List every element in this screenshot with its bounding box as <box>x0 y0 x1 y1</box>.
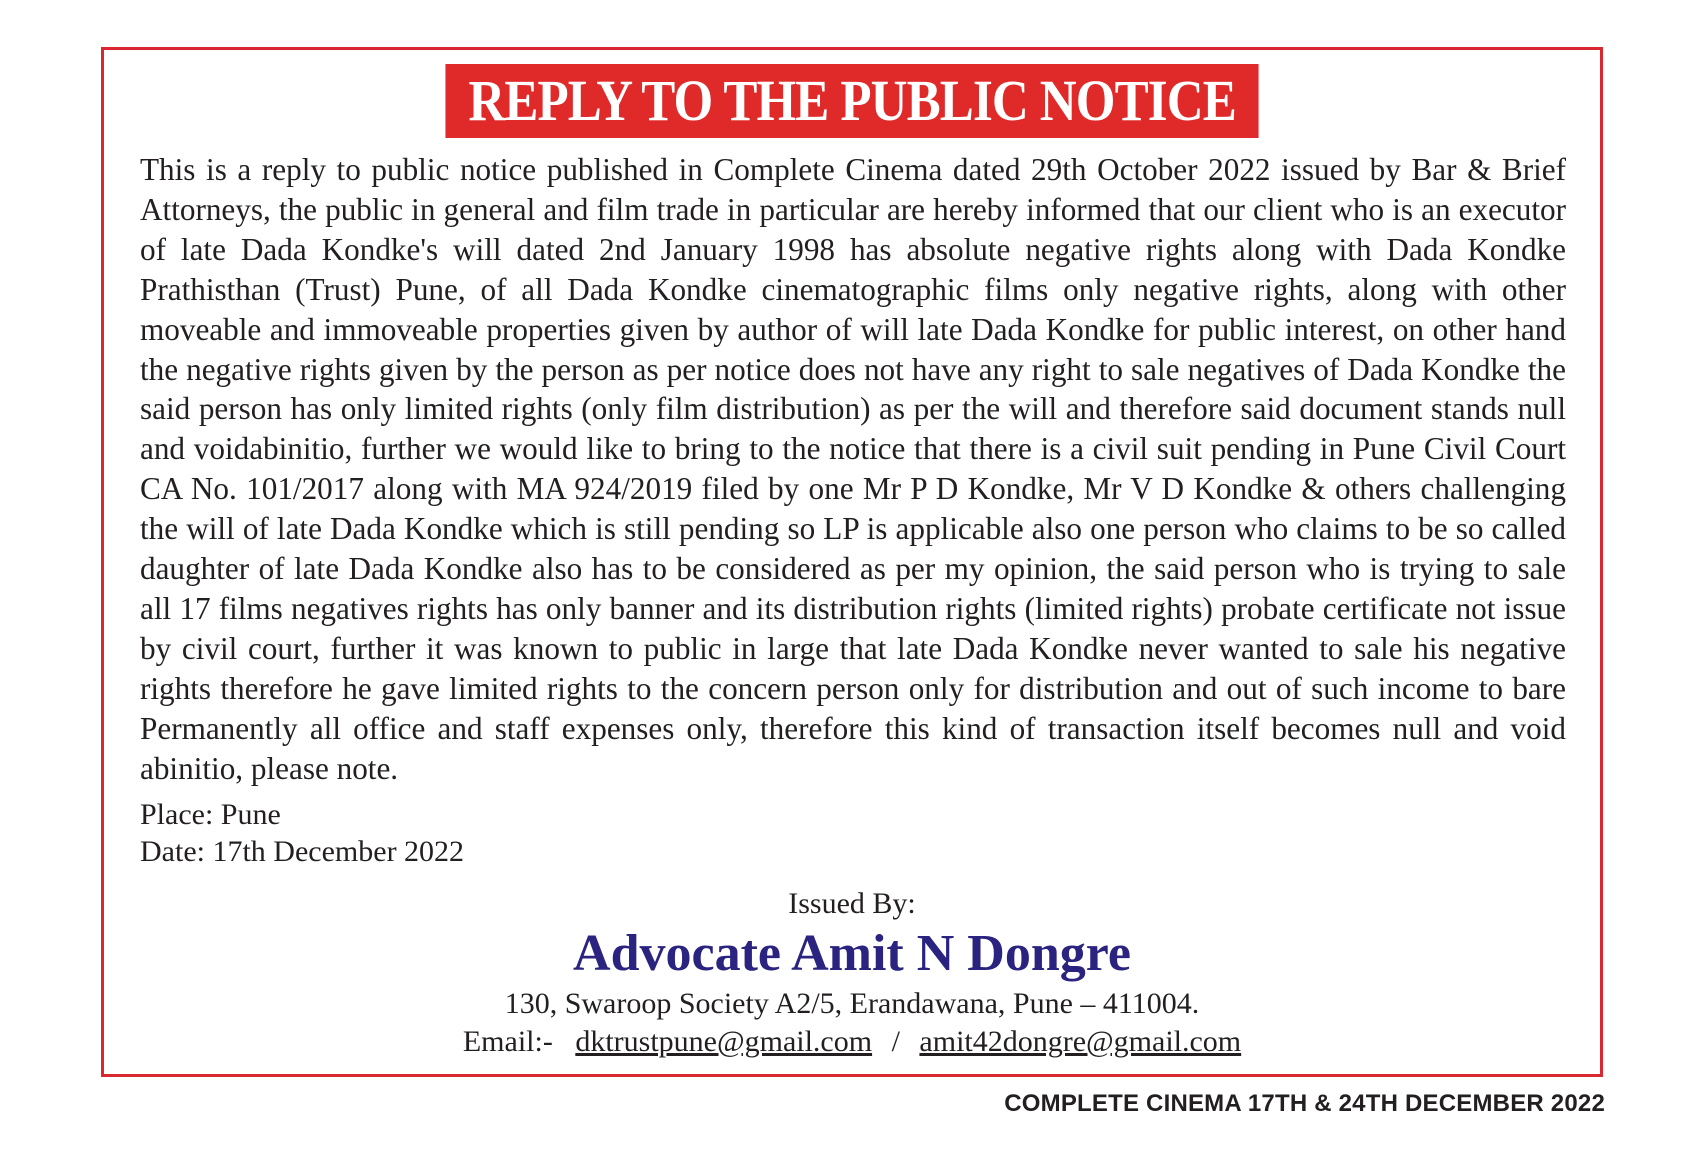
email-line <box>104 1023 1600 1061</box>
advocate-name: Advocate Amit N Dongre <box>573 925 1131 982</box>
email-label: Email:- <box>462 1025 553 1058</box>
notice-place: Place: Pune <box>140 798 281 831</box>
place-date-block <box>140 796 464 870</box>
email-separator: / <box>891 1025 900 1058</box>
email-link-dktrust[interactable]: dktrustpune@gmail.com <box>575 1025 873 1058</box>
issuer-block <box>104 885 1600 1061</box>
public-notice-frame <box>101 47 1603 1077</box>
publication-credit: COMPLETE CINEMA 17TH & 24TH DECEMBER 2022 <box>1004 1090 1605 1117</box>
issued-by-label: Issued By: <box>788 887 916 920</box>
notice-title: REPLY TO THE PUBLIC NOTICE <box>445 64 1258 138</box>
title-banner <box>104 64 1600 138</box>
notice-date: Date: 17th December 2022 <box>140 835 465 868</box>
notice-body: This is a reply to public notice published in Complete Cinema dated 29th October 2022 issued by Bar & Brief Attorneys, the public in general and film trade in particular are hereby informed that our client who is an executor of late Dada Kondke's will dated 2nd January 1998 has absolute negative rights along with Dada Kondke Prathisthan (Trust) Pune, of all Dada Kondke cinematographic films only negative rights, along with other moveable and immoveable properties given by author of will late Dada Kondke for public interest, on other hand the negative rights given by the person as per notice does not have any right to sale negatives of Dada Kondke the said person has only limited rights (only film distribution) as per the will and therefore said document stands null and voidabinitio, further we would like to bring to the notice that there is a civil suit pending in Pune Civil Court CA No. 101/2017 along with MA 924/2019 filed by one Mr P D Kondke, Mr V D Kondke & others challenging the will of late Dada Kondke which is still pending so LP is applicable also one person who claims to be so called daughter of late Dada Kondke also has to be considered as per my opinion, the said person who is trying to sale all 17 films negatives rights has only banner and its distribution rights (limited rights) probate certificate not issue by civil court, further it was known to public in large that late Dada Kondke never wanted to sale his negative rights therefore he gave limited rights to the concern person only for distribution and out of such income to bare Permanently all office and staff expenses only, therefore this kind of transaction itself becomes null and void abinitio, please note. <box>140 152 1566 786</box>
email-link-amit[interactable]: amit42dongre@gmail.com <box>919 1025 1242 1058</box>
issuer-address: 130, Swaroop Society A2/5, Erandawana, Pune – 411004. <box>504 987 1200 1020</box>
